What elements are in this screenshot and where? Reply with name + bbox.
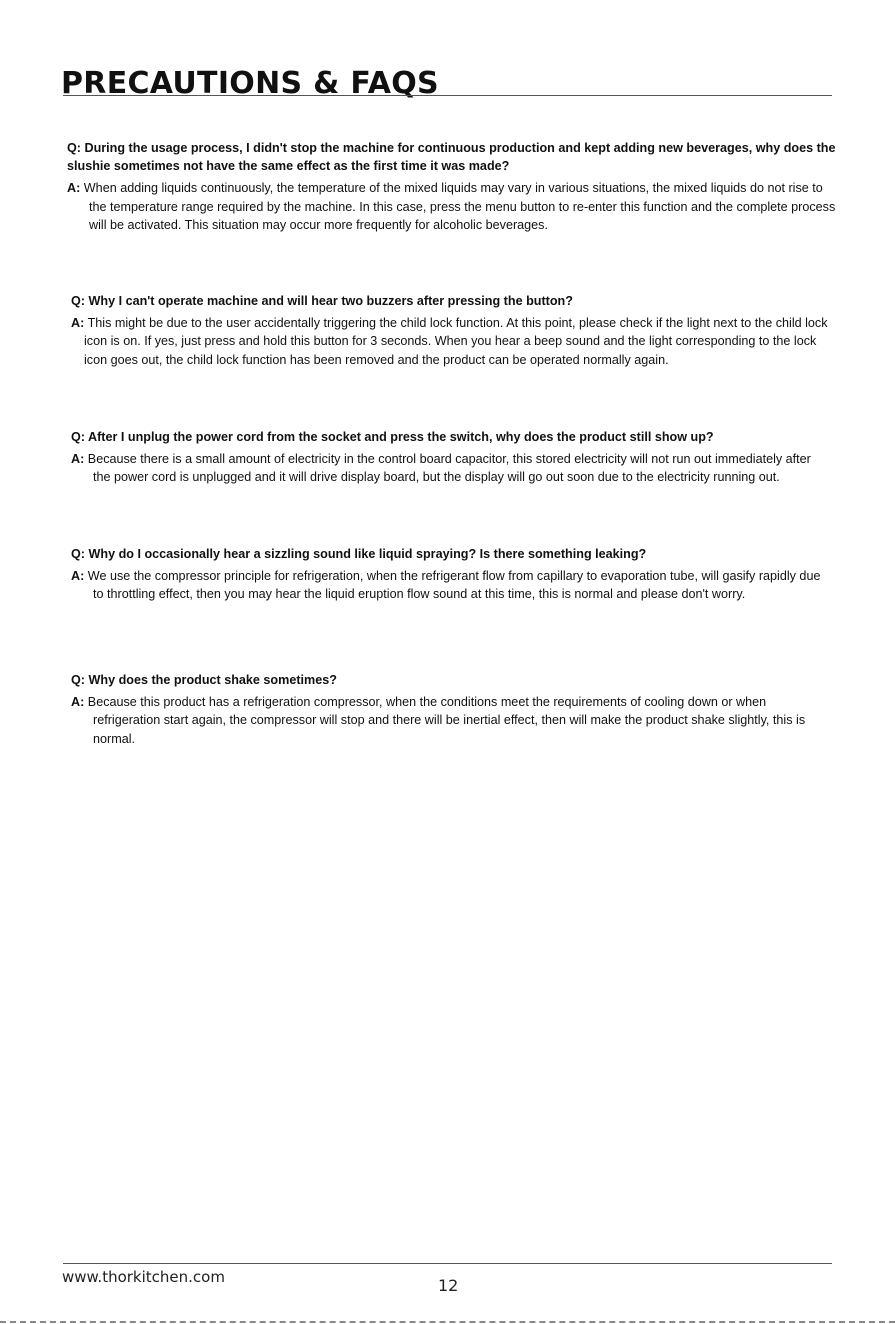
answer-prefix: A: bbox=[71, 316, 85, 331]
faq-item bbox=[67, 139, 837, 234]
faq-answer bbox=[71, 450, 831, 486]
faq-question: Q: Why I can't operate machine and will hear two buzzers after pressing the button? bbox=[71, 294, 573, 308]
footer-divider bbox=[63, 1263, 832, 1264]
answer-prefix: A: bbox=[71, 569, 85, 584]
title-divider bbox=[63, 95, 832, 96]
faq-item bbox=[71, 428, 831, 487]
faq-item bbox=[71, 671, 831, 748]
answer-prefix: A: bbox=[71, 452, 85, 467]
faq-answer-text: We use the compressor principle for refrigeration, when the refrigerant flow from capillary to evaporation tube, will gasify rapidly due to throttling effect, then you may hear the liquid eruption flow sound at this time, this is normal and please don't worry. bbox=[87, 569, 821, 602]
page-title: PRECAUTIONS & FAQS bbox=[61, 66, 439, 102]
faq-answer bbox=[71, 567, 831, 603]
page-edge-divider bbox=[0, 1321, 895, 1323]
faq-question: Q: During the usage process, I didn't stop the machine for continuous production and kept adding new beverages, why does the slushie sometimes not have the same effect as the first time it was made? bbox=[67, 141, 836, 174]
page-number: 12 bbox=[438, 1276, 459, 1295]
answer-prefix: A: bbox=[67, 181, 81, 196]
faq-item bbox=[71, 545, 831, 604]
faq-answer bbox=[71, 693, 831, 748]
footer-url: www.thorkitchen.com bbox=[62, 1268, 225, 1286]
faq-question: Q: Why do I occasionally hear a sizzling sound like liquid spraying? Is there something leaking? bbox=[71, 547, 647, 561]
faq-answer-text: Because this product has a refrigeration compressor, when the conditions meet the requirements of cooling down or when refrigeration start again, the compressor will stop and there will be inertial effect, then will make the product shake slightly, this is normal. bbox=[87, 695, 806, 746]
faq-question: Q: Why does the product shake sometimes? bbox=[71, 673, 337, 687]
faq-answer bbox=[67, 179, 837, 234]
faq-answer-text: Because there is a small amount of electricity in the control board capacitor, this stored electricity will not run out immediately after the power cord is unplugged and it will drive display board, but the display will go out soon due to the electricity running out. bbox=[87, 452, 811, 485]
faq-answer bbox=[71, 314, 841, 369]
faq-answer-text: This might be due to the user accidentally triggering the child lock function. At this point, please check if the light next to the child lock icon is on. If yes, just press and hold this button for 3 seconds. When you hear a beep sound and the light corresponding to the lock icon goes out, the child lock function has been removed and the product can be operated normally again. bbox=[84, 316, 828, 367]
answer-prefix: A: bbox=[71, 695, 85, 710]
faq-item bbox=[71, 292, 841, 369]
faq-answer-text: When adding liquids continuously, the temperature of the mixed liquids may vary in various situations, the mixed liquids do not rise to the temperature range required by the machine. In this case, press the menu button to re-enter this function and the complete process will be activated. This situation may occur more frequently for alcoholic beverages. bbox=[83, 181, 836, 232]
faq-question: Q: After I unplug the power cord from the socket and press the switch, why does the product still show up? bbox=[71, 430, 714, 444]
